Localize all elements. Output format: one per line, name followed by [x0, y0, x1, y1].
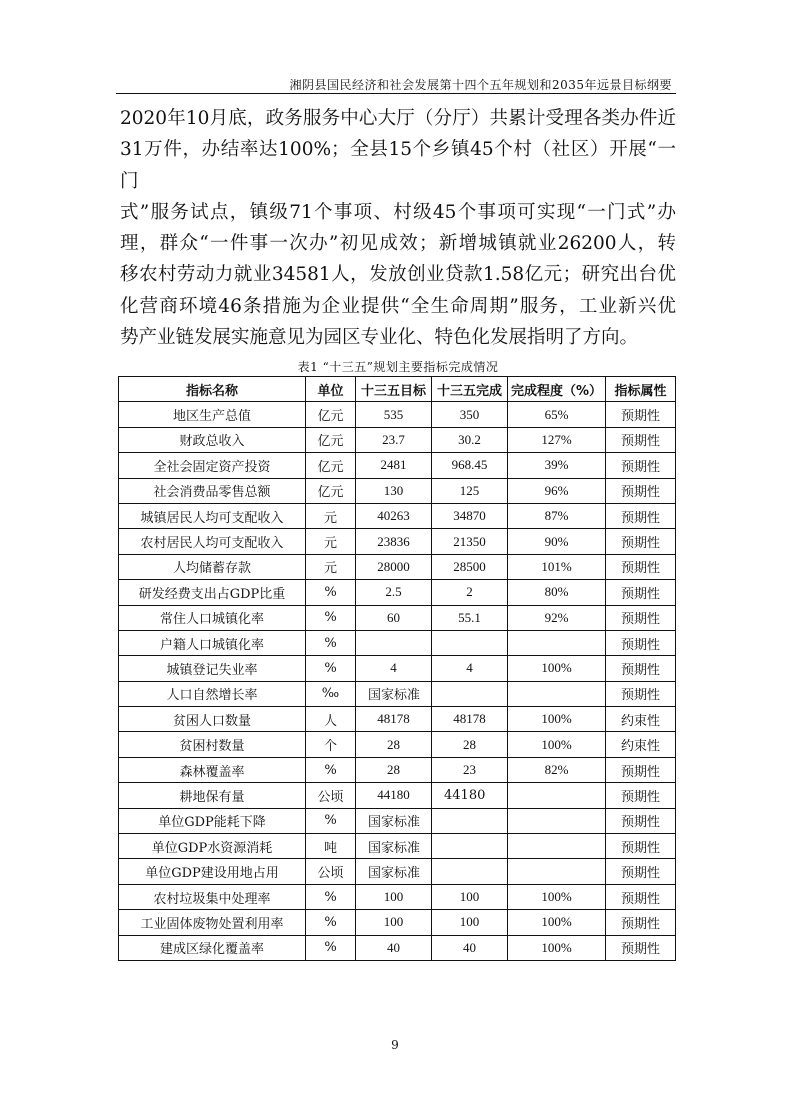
- cell-completion-rate: 100%: [508, 707, 606, 732]
- cell-unit: %: [306, 808, 356, 833]
- cell-completion-rate: [508, 834, 606, 859]
- cell-unit: %: [306, 910, 356, 935]
- cell-indicator-name: 全社会固定资产投资: [119, 453, 306, 478]
- cell-target: 44180: [356, 783, 432, 808]
- cell-unit: %: [306, 935, 356, 960]
- cell-unit: 元: [306, 554, 356, 579]
- cell-completed: 100: [432, 910, 508, 935]
- cell-attribute: 预期性: [606, 757, 676, 782]
- table-row: [119, 402, 676, 427]
- cell-indicator-name: 单位GDP水资源消耗: [119, 834, 306, 859]
- cell-target: 23836: [356, 529, 432, 554]
- cell-unit: ‰: [306, 681, 356, 706]
- table-row: [119, 605, 676, 630]
- cell-indicator-name: 工业固体废物处置利用率: [119, 910, 306, 935]
- cell-target: 4: [356, 656, 432, 681]
- cell-unit: %: [306, 605, 356, 630]
- cell-target: 28: [356, 757, 432, 782]
- cell-completion-rate: 96%: [508, 478, 606, 503]
- table-row: [119, 859, 676, 884]
- cell-indicator-name: 农村居民人均可支配收入: [119, 529, 306, 554]
- table-row: [119, 656, 676, 681]
- cell-target: [356, 630, 432, 655]
- paragraph-line: 移农村劳动力就业34581人，发放创业贷款1.58亿元；研究出台优: [120, 264, 676, 286]
- cell-target: 23.7: [356, 427, 432, 452]
- table-row: [119, 554, 676, 579]
- cell-indicator-name: 地区生产总值: [119, 402, 306, 427]
- table-body: [119, 402, 676, 961]
- table-row: [119, 910, 676, 935]
- cell-completed: 350: [432, 402, 508, 427]
- header-rule: [116, 93, 676, 94]
- cell-target: 100: [356, 884, 432, 909]
- cell-target: 2481: [356, 453, 432, 478]
- cell-completed: 28: [432, 732, 508, 757]
- table-header-row: [119, 377, 676, 402]
- cell-completion-rate: [508, 808, 606, 833]
- cell-completed: 40: [432, 935, 508, 960]
- header-attribute: 指标属性: [606, 377, 676, 402]
- paragraph-line: 式”服务试点，镇级71个事项、村级45个事项可实现“一门式”办: [120, 201, 676, 223]
- cell-indicator-name: 城镇登记失业率: [119, 656, 306, 681]
- cell-completed: 125: [432, 478, 508, 503]
- table-row: [119, 783, 676, 808]
- paragraph-line: 化营商环境46条措施为企业提供“全生命周期”服务，工业新兴优: [120, 295, 676, 317]
- cell-indicator-name: 单位GDP建设用地占用: [119, 859, 306, 884]
- table-row: [119, 707, 676, 732]
- cell-unit: 亿元: [306, 402, 356, 427]
- cell-attribute: 预期性: [606, 910, 676, 935]
- cell-target: 48178: [356, 707, 432, 732]
- cell-target: 国家标准: [356, 859, 432, 884]
- table-row: [119, 580, 676, 605]
- cell-indicator-name: 社会消费品零售总额: [119, 478, 306, 503]
- cell-unit: 亿元: [306, 453, 356, 478]
- cell-unit: 元: [306, 503, 356, 528]
- cell-completion-rate: 127%: [508, 427, 606, 452]
- cell-unit: %: [306, 757, 356, 782]
- cell-completion-rate: 92%: [508, 605, 606, 630]
- header-completion-rate: 完成程度（%）: [508, 377, 606, 402]
- cell-indicator-name: 人均储蓄存款: [119, 554, 306, 579]
- cell-attribute: 预期性: [606, 935, 676, 960]
- cell-completed: 23: [432, 757, 508, 782]
- cell-unit: 亿元: [306, 427, 356, 452]
- cell-unit: %: [306, 884, 356, 909]
- cell-completed: 55.1: [432, 605, 508, 630]
- cell-completion-rate: 100%: [508, 656, 606, 681]
- cell-target: 28000: [356, 554, 432, 579]
- header-unit: 单位: [306, 377, 356, 402]
- header-indicator-name: 指标名称: [119, 377, 306, 402]
- cell-indicator-name: 森林覆盖率: [119, 757, 306, 782]
- cell-completion-rate: 100%: [508, 732, 606, 757]
- cell-indicator-name: 贫困人口数量: [119, 707, 306, 732]
- table-row: [119, 757, 676, 782]
- cell-attribute: 预期性: [606, 834, 676, 859]
- cell-unit: 元: [306, 529, 356, 554]
- indicators-table: [118, 376, 676, 961]
- cell-target: 40263: [356, 503, 432, 528]
- cell-completed: 968.45: [432, 453, 508, 478]
- cell-attribute: 预期性: [606, 859, 676, 884]
- cell-completed: [432, 834, 508, 859]
- cell-indicator-name: 单位GDP能耗下降: [119, 808, 306, 833]
- cell-completion-rate: 87%: [508, 503, 606, 528]
- paragraph-line: 31万件，办结率达100%；全县15个乡镇45个村（社区）开展“一门: [120, 139, 676, 192]
- cell-attribute: 预期性: [606, 656, 676, 681]
- cell-target: 535: [356, 402, 432, 427]
- cell-attribute: 预期性: [606, 681, 676, 706]
- cell-target: 100: [356, 910, 432, 935]
- table-row: [119, 681, 676, 706]
- cell-completion-rate: 100%: [508, 910, 606, 935]
- table-row: [119, 427, 676, 452]
- cell-indicator-name: 建成区绿化覆盖率: [119, 935, 306, 960]
- cell-attribute: 预期性: [606, 783, 676, 808]
- cell-completed: 21350: [432, 529, 508, 554]
- cell-completion-rate: 101%: [508, 554, 606, 579]
- page-number: 9: [391, 1038, 399, 1052]
- cell-completed: 2: [432, 580, 508, 605]
- cell-attribute: 预期性: [606, 630, 676, 655]
- cell-completion-rate: 82%: [508, 757, 606, 782]
- cell-indicator-name: 常住人口城镇化率: [119, 605, 306, 630]
- cell-unit: 公顷: [306, 783, 356, 808]
- cell-unit: 个: [306, 732, 356, 757]
- cell-completion-rate: 39%: [508, 453, 606, 478]
- cell-unit: 人: [306, 707, 356, 732]
- cell-unit: 亿元: [306, 478, 356, 503]
- cell-attribute: 预期性: [606, 529, 676, 554]
- cell-completed: [432, 681, 508, 706]
- cell-completion-rate: 100%: [508, 884, 606, 909]
- cell-completion-rate: [508, 783, 606, 808]
- cell-completed: [432, 808, 508, 833]
- cell-completed: 48178: [432, 707, 508, 732]
- table-row: [119, 453, 676, 478]
- cell-attribute: 预期性: [606, 554, 676, 579]
- cell-attribute: 预期性: [606, 503, 676, 528]
- cell-completion-rate: 90%: [508, 529, 606, 554]
- table-row: [119, 529, 676, 554]
- cell-completed: 34870: [432, 503, 508, 528]
- paragraph-line: 2020年10月底，政务服务中心大厅（分厅）共累计受理各类办件近: [120, 108, 676, 129]
- cell-attribute: 预期性: [606, 884, 676, 909]
- cell-attribute: 约束性: [606, 732, 676, 757]
- cell-attribute: 预期性: [606, 453, 676, 478]
- cell-attribute: 预期性: [606, 808, 676, 833]
- running-header: 湘阴县国民经济和社会发展第十四个五年规划和2035年远景目标纲要: [289, 78, 672, 92]
- cell-completion-rate: [508, 630, 606, 655]
- cell-completed: [432, 859, 508, 884]
- cell-unit: %: [306, 656, 356, 681]
- paragraph-line: 理，群众“一件事一次办”初见成效；新增城镇就业26200人，转: [120, 233, 676, 255]
- cell-unit: %: [306, 630, 356, 655]
- table-row: [119, 478, 676, 503]
- cell-completed: 100: [432, 884, 508, 909]
- cell-indicator-name: 人口自然增长率: [119, 681, 306, 706]
- cell-completed: 28500: [432, 554, 508, 579]
- cell-completion-rate: [508, 859, 606, 884]
- header-completed: 十三五完成: [432, 377, 508, 402]
- cell-indicator-name: 户籍人口城镇化率: [119, 630, 306, 655]
- cell-indicator-name: 研发经费支出占GDP比重: [119, 580, 306, 605]
- table-row: [119, 630, 676, 655]
- cell-attribute: 预期性: [606, 402, 676, 427]
- cell-target: 40: [356, 935, 432, 960]
- cell-completion-rate: [508, 681, 606, 706]
- paragraph-line: 势产业链发展实施意见为园区专业化、特色化发展指明了方向。: [120, 327, 639, 349]
- cell-unit: 吨: [306, 834, 356, 859]
- table-row: [119, 808, 676, 833]
- cell-completed: [432, 630, 508, 655]
- cell-indicator-name: 农村垃圾集中处理率: [119, 884, 306, 909]
- cell-target: 130: [356, 478, 432, 503]
- cell-target: 28: [356, 732, 432, 757]
- cell-completed: 4: [432, 656, 508, 681]
- cell-completed: 30.2: [432, 427, 508, 452]
- cell-completion-rate: 100%: [508, 935, 606, 960]
- table-caption: 表1 “十三五”规划主要指标完成情况: [297, 360, 499, 374]
- cell-indicator-name: 城镇居民人均可支配收入: [119, 503, 306, 528]
- cell-unit: %: [306, 580, 356, 605]
- cell-target: 国家标准: [356, 808, 432, 833]
- cell-attribute: 约束性: [606, 707, 676, 732]
- cell-attribute: 预期性: [606, 427, 676, 452]
- cell-attribute: 预期性: [606, 605, 676, 630]
- header-target: 十三五目标: [356, 377, 432, 402]
- cell-target: 60: [356, 605, 432, 630]
- cell-indicator-name: 贫困村数量: [119, 732, 306, 757]
- table-row: [119, 732, 676, 757]
- cell-attribute: 预期性: [606, 478, 676, 503]
- cell-indicator-name: 耕地保有量: [119, 783, 306, 808]
- cell-target: 国家标准: [356, 834, 432, 859]
- cell-unit: 公顷: [306, 859, 356, 884]
- table-row: [119, 834, 676, 859]
- table-row: [119, 503, 676, 528]
- cell-attribute: 预期性: [606, 580, 676, 605]
- cell-target: 2.5: [356, 580, 432, 605]
- cell-completed: 44180: [432, 783, 508, 808]
- cell-indicator-name: 财政总收入: [119, 427, 306, 452]
- body-paragraph: [120, 103, 676, 353]
- cell-target: 国家标准: [356, 681, 432, 706]
- cell-completion-rate: 65%: [508, 402, 606, 427]
- table-row: [119, 884, 676, 909]
- table-row: [119, 935, 676, 960]
- cell-completion-rate: 80%: [508, 580, 606, 605]
